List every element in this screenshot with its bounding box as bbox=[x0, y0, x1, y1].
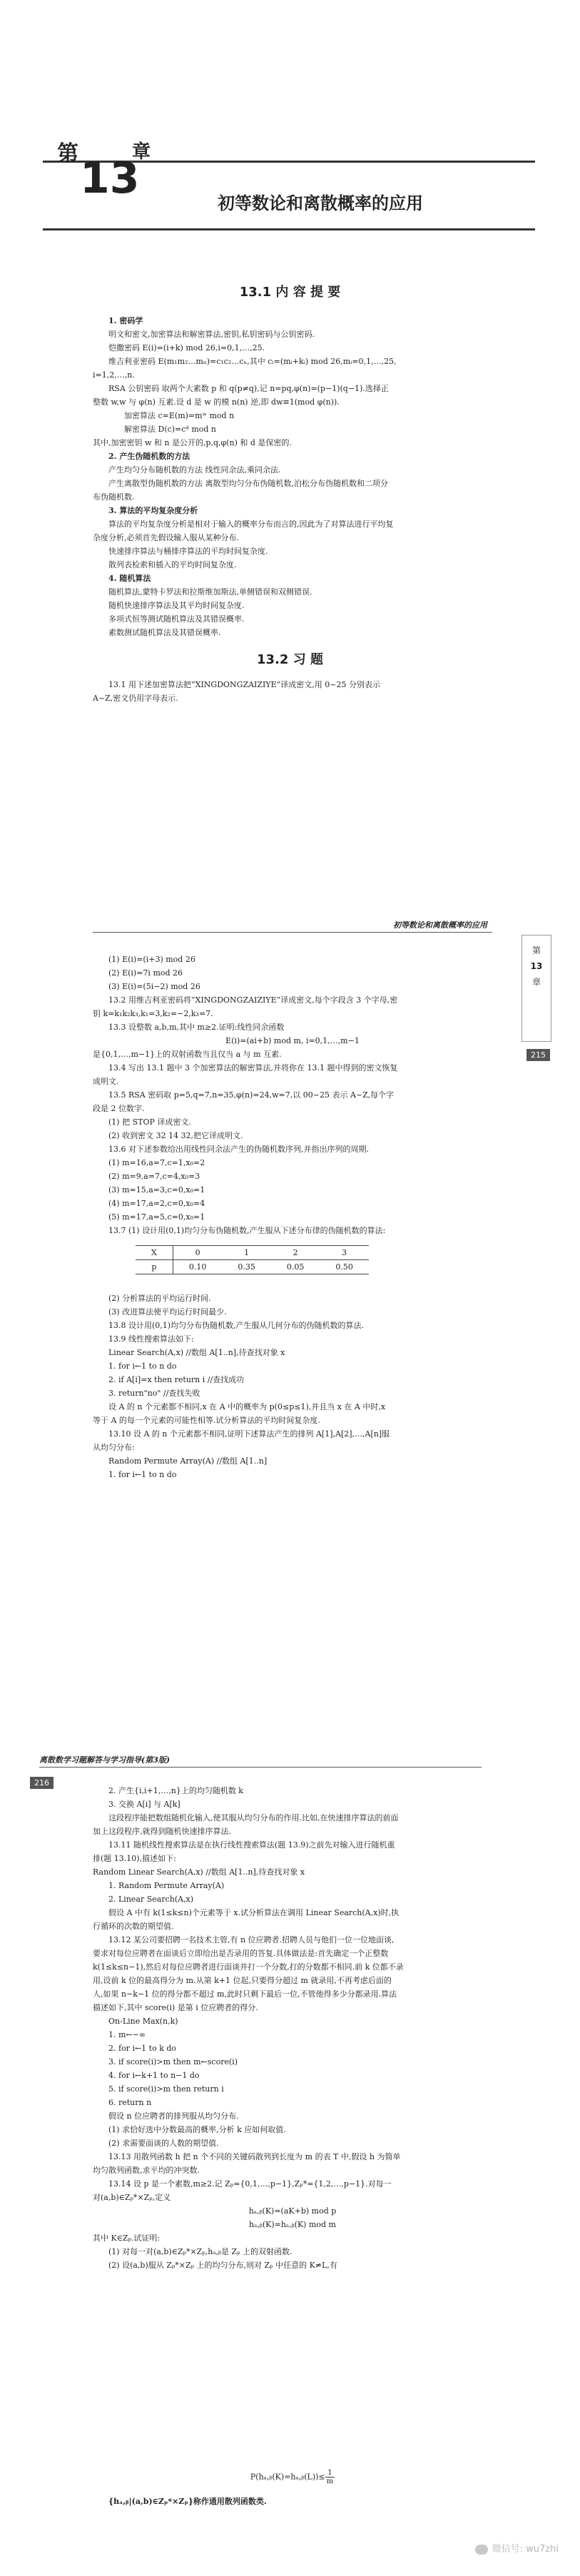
text-line: k(1≤k≤n−1),然后对每位应聘者进行面谈并打一个分数,打的分数都不相同.前 k 位都不录 bbox=[93, 1962, 404, 1972]
text-line: 其中,加密密钥 w 和 n 是公开的,p,q,φ(n) 和 d 是保密的. bbox=[93, 438, 292, 447]
text-line: 13.12 某公司要招聘一名技术主管,有 n 位应聘者.招聘人员与他们一位一位地面谈, bbox=[108, 1935, 395, 1944]
text-line: 1. Random Permute Array(A) bbox=[108, 1881, 225, 1890]
text-line: 13.7 (1) 设计用(0,1)均匀分布伪随机数,产生服从下述分布律的伪随机数的算法: bbox=[108, 1226, 386, 1235]
text-line: 13.9 线性搜索算法如下: bbox=[108, 1334, 194, 1344]
page-number: 215 bbox=[526, 1049, 550, 1061]
formula-fraction bbox=[325, 2469, 335, 2485]
text-line: 13.14 设 p 是一个素数,m≥2.记 Zₚ={0,1,…,p−1},Zₚ*={1,2,…,p−1}.对每一 bbox=[108, 2179, 392, 2189]
table-cell: 1 bbox=[222, 1246, 271, 1260]
text-line: A~Z,密文仍用字母表示. bbox=[93, 694, 178, 703]
text-line: hₐ,ᵦ(K)=(aK+b) mod p bbox=[248, 2206, 337, 2216]
text-line: (1) m=16,a=7,c=1,x₀=2 bbox=[108, 1158, 205, 1167]
text-line: 2. if A[i]=x then return i //查找成功 bbox=[108, 1375, 245, 1384]
universal-hash-note bbox=[93, 2495, 492, 2508]
text-line: (1) 对每一对(a,b)∈Zₚ*×Zₚ,hₐ,ᵦ是 Zₚ 上的双射函数. bbox=[108, 2247, 292, 2256]
text-line: 维吉利亚密码 E(m₁m₂…mₙ)=c₁c₂…cₙ,其中 cᵢ=(mᵢ+kᵢ) mod 26,mᵢ=0,1,…,25, bbox=[108, 357, 397, 366]
text-line: 成明文. bbox=[93, 1077, 119, 1086]
text-line: Linear Search(A,x) //数组 A[1..n],待查找对象 x bbox=[108, 1348, 285, 1357]
text-line: 5. if score(i)>m then return i bbox=[108, 2084, 224, 2094]
table-cell: X bbox=[136, 1246, 173, 1260]
text-line: 1. for i←1 to n do bbox=[108, 1470, 177, 1479]
text-line: On-Line Max(n,k) bbox=[108, 2017, 178, 2026]
page-1 bbox=[0, 0, 580, 721]
text-line: 假设 A 中有 k(1≤k≤n)个元素等于 x.试分析算法在调用 Linear Search(A,x)时,执 bbox=[108, 1908, 400, 1917]
text-line: (3) 改进算法使平均运行时间最少. bbox=[108, 1307, 227, 1317]
table-cell: 0.05 bbox=[286, 1262, 305, 1272]
section-title-exercises: 13.2 习 题 bbox=[257, 652, 323, 667]
text-line: 钥 k=k₁k₂k₃,k₁=3,k₂=−2,k₃=7. bbox=[93, 1009, 213, 1018]
probability-formula bbox=[93, 2469, 492, 2485]
chapter-title: 初等数论和离散概率的应用 bbox=[218, 193, 423, 213]
text-line: 散列表检索和插入的平均时间复杂度. bbox=[108, 560, 237, 569]
text-line: (2) E(i)=7i mod 26 bbox=[108, 968, 183, 978]
table-row bbox=[136, 1260, 369, 1274]
chapter-header bbox=[43, 121, 535, 243]
text-line: 产生均匀分布随机数的方法 线性同余法,乘同余法. bbox=[108, 465, 281, 475]
text-line: 6. return n bbox=[108, 2098, 152, 2107]
text-line: 从均匀分布: bbox=[93, 1443, 135, 1452]
text-line: 1. 密码学 bbox=[108, 316, 143, 325]
text-line: Random Linear Search(A,x) //数组 A[1..n],待查找对象 x bbox=[93, 1867, 305, 1877]
running-head-rule bbox=[39, 1767, 482, 1768]
text-line: 2. Linear Search(A,x) bbox=[108, 1895, 194, 1904]
page-3 bbox=[0, 1734, 580, 2576]
text-line: RSA 公钥密码 取两个大素数 p 和 q(p≠q),记 n=pq,φ(n)=(p−1)(q−1).选择正 bbox=[108, 384, 389, 393]
text-line: 加上这段程序,就得到随机快速排序算法. bbox=[93, 1827, 231, 1836]
text-line: 这段程序能把数组随机化输入,使其服从均匀分布的作用.比如,在快速排序算法的前面 bbox=[108, 1813, 399, 1822]
fraction-denominator: m bbox=[326, 2478, 334, 2485]
exercises-body bbox=[93, 1784, 492, 2272]
side-tab-line3: 章 bbox=[531, 977, 541, 987]
exercises-body-cont bbox=[93, 1292, 492, 1481]
text-line: 恺撒密码 E(i)=(i+k) mod 26,i=0,1,…,25. bbox=[108, 343, 265, 353]
distribution-table-wrap bbox=[93, 1245, 369, 1274]
text-line: 等于 A 的每一个元素的可能性相等.试分析算法的平均时间复杂度. bbox=[93, 1416, 320, 1425]
text-line: 3. 算法的平均复杂度分析 bbox=[108, 506, 198, 515]
text-line: 产生离散型伪随机数的方法 离散型均匀分布伪随机数,泊松分布伪随机数和二项分 bbox=[108, 479, 388, 488]
text-line: 设 A 的 n 个元素都不相同,x 在 A 中的概率为 p(0≤p≤1),并且当 x 在 A 中时,x bbox=[108, 1402, 386, 1411]
running-head: 初等数论和离散概率的应用 bbox=[393, 921, 487, 930]
text-line: (2) 收到密文 32 14 32,把它译成明文. bbox=[108, 1131, 243, 1140]
text-line: 1. m←−∞ bbox=[108, 2030, 146, 2039]
text-line: 要求对每位应聘者在面谈后立即给出是否录用的答复.具体做法是:首先确定一个正整数 bbox=[93, 1949, 389, 1958]
text-line: (2) 设(a,b)服从 Zₚ*×Zₚ 上的均匀分布,则对 Zₚ 中任意的 K≠L,有 bbox=[108, 2261, 337, 2270]
table-cell: 3 bbox=[320, 1246, 369, 1260]
text-line: i=1,2,…,n. bbox=[93, 370, 135, 380]
summary-body bbox=[93, 314, 492, 639]
text-line: 素数测试随机算法及其错误概率. bbox=[108, 628, 221, 637]
page-2 bbox=[0, 899, 580, 1556]
text-line: 杂度分析,必须首先假设输入服从某种分布. bbox=[93, 533, 239, 542]
text-line: 解密算法 D(c)=cᵈ mod n bbox=[124, 425, 217, 434]
text-line: (1) E(i)=(i+3) mod 26 bbox=[108, 955, 195, 964]
text-line: 13.2 用维吉利亚密码将“XINGDONGZAIZIYE”译成密文,每个字段含 3 个字母,密 bbox=[108, 995, 398, 1005]
text-line: (2) 求需要面谈的人数的期望值. bbox=[108, 2139, 219, 2148]
text-line: 13.11 随机线性搜索算法是在执行线性搜索算法(题 13.9)之前先对输入进行随机重 bbox=[108, 1840, 395, 1850]
text-line: 描述如下,其中 score(i) 是第 i 位应聘者的得分. bbox=[93, 2003, 258, 2012]
text-line: 4. 随机算法 bbox=[108, 574, 151, 583]
text-line: 加密算法 c=E(m)=mʷ mod n bbox=[124, 411, 235, 420]
table-cell: p bbox=[136, 1260, 173, 1274]
text-line: 13.3 设整数 a,b,m,其中 m≥2.证明:线性同余函数 bbox=[108, 1023, 285, 1032]
text-line: 多项式恒等测试随机算法及其错误概率. bbox=[108, 614, 245, 624]
text-line: 2. for i←1 to k do bbox=[108, 2044, 177, 2053]
text-line: 其中 K∈Zₚ.试证明: bbox=[93, 2233, 161, 2243]
running-head: 离散数学习题解答与学习指导(第3版) bbox=[39, 1755, 171, 1765]
text-line: 段是 2 位数字. bbox=[93, 1104, 145, 1113]
text-line: 排(题 13.10),描述如下: bbox=[93, 1854, 176, 1863]
watermark bbox=[475, 2541, 559, 2555]
chapter-label-first: 第 bbox=[57, 141, 78, 166]
text-line: 13.6 对下述参数给出用线性同余法产生的伪随机数序列,并指出序列的周期. bbox=[108, 1145, 369, 1154]
text-line: 行循环的次数的期望值. bbox=[93, 1922, 174, 1931]
text-line: Random Permute Array(A) //数组 A[1..n] bbox=[108, 1456, 268, 1466]
text-line: 均匀散列函数,求平均的冲突数. bbox=[93, 2166, 200, 2175]
side-tab-number: 13 bbox=[530, 961, 543, 971]
text-line: 人,如果 n−k−1 位的得分都不超过 m,此时只剩下最后一位,不管他得多少分都录用.算法 bbox=[93, 1989, 397, 1999]
text-line: (1) 把 STOP 译成密文. bbox=[108, 1117, 191, 1127]
text-line: (3) E(i)=(5i−2) mod 26 bbox=[108, 982, 200, 991]
text-line: (2) 分析算法的平均运行时间. bbox=[108, 1294, 211, 1303]
exercise-13-1 bbox=[93, 678, 492, 705]
chapter-label-last: 章 bbox=[132, 141, 151, 163]
text-line: (5) m=17,a=5,c=0,x₀=1 bbox=[108, 1212, 205, 1222]
text-line: 整数 w,w 与 φ(n) 互素.设 d 是 w 的模 n(n) 逆,即 dw≡1(mod φ(n)). bbox=[93, 397, 340, 407]
text-line: 3. 交换 A[i] 与 A[k] bbox=[108, 1800, 180, 1809]
text-line: 13.1 用下述加密算法把“XINGDONGZAIZIYE”译成密文,用 0~25 分别表示 bbox=[108, 680, 380, 689]
text-line: 13.4 写出 13.1 题中 3 个加密算法的解密算法,并将你在 13.1 题中得到的密文恢复 bbox=[108, 1063, 398, 1073]
table-cell: 0.10 bbox=[188, 1262, 207, 1272]
text-line: 随机快速排序算法及其平均时间复杂度. bbox=[108, 601, 245, 610]
running-head-rule bbox=[93, 932, 492, 933]
side-tab-line1: 第 bbox=[531, 945, 541, 955]
text-line: 13.5 RSA 密码取 p=5,q=7,n=35,φ(n)=24,w=7,以 00~25 表示 A~Z,每个字 bbox=[108, 1090, 395, 1100]
section-title-summary: 13.1 内 容 提 要 bbox=[239, 285, 341, 300]
table-header-row bbox=[136, 1246, 369, 1260]
chapter-rule-bottom bbox=[43, 228, 535, 230]
fraction-numerator: 1 bbox=[325, 2469, 335, 2478]
text-line: 明文和密文,加密算法和解密算法,密钥,私钥密码与公钥密码. bbox=[108, 330, 315, 339]
chapter-number: 13 bbox=[80, 153, 140, 203]
text-line: 13.10 设 A 的 n 个元素都不相同,证明下述算法产生的排列 A[1],A[2],…,A[n]服 bbox=[108, 1429, 390, 1439]
text-line: 是{0,1,…,m−1}上的双射函数当且仅当 a 与 m 互素. bbox=[93, 1050, 282, 1059]
text-line: 2. 产生{i,i+1,…,n}上的均匀随机数 k bbox=[108, 1786, 243, 1795]
text-line: 13.13 用散列函数 h 把 n 个不同的关键码散列到长度为 m 的表 T 中,假设 h 为简单 bbox=[108, 2152, 401, 2161]
page-number: 216 bbox=[30, 1777, 54, 1789]
watermark-text: 微信号: wu7zhi bbox=[492, 2544, 559, 2555]
text-line: 快速排序算法与桶排序算法的平均时间复杂度. bbox=[108, 547, 268, 556]
text-line: E(i)=(ai+b) mod m, i=0,1,…,m−1 bbox=[225, 1036, 360, 1045]
text-line: 假设 n 位应聘者的排列服从均匀分布. bbox=[108, 2111, 239, 2121]
text-line: hₐ,ᵦ(K)=hₐ,ᵦ(K) mod m bbox=[249, 2220, 336, 2229]
text-line: 4. for i←k+1 to n−1 do bbox=[108, 2071, 200, 2080]
distribution-table bbox=[136, 1245, 369, 1274]
table-cell: 0 bbox=[173, 1246, 222, 1260]
text-line: 3. return"no" //查找失败 bbox=[108, 1389, 200, 1398]
table-cell: 2 bbox=[271, 1246, 320, 1260]
text-line: 用,设前 k 位的最高得分为 m.从第 k+1 位起,只要得分超过 m 就录用,不再考虑后面的 bbox=[93, 1976, 392, 1985]
table-cell: 0.35 bbox=[238, 1262, 255, 1272]
text-line: 对(a,b)∈Zₚ*×Zₚ,定义 bbox=[93, 2193, 171, 2202]
text-line: 随机算法,蒙特卡罗法和拉斯维加斯法,单侧错误和双侧错误. bbox=[108, 587, 312, 597]
chapter-side-tab bbox=[522, 935, 551, 1042]
text-line: 布伪随机数. bbox=[93, 492, 135, 502]
formula-left: P(hₐ,ᵦ(K)=hₐ,ᵦ(L))≤ bbox=[250, 2472, 325, 2482]
text-line: (2) m=9,a=7,c=4,x₀=3 bbox=[108, 1172, 200, 1181]
text-line: (1) 求恰好选中分数最高的概率,分析 k 应如何取值. bbox=[108, 2125, 286, 2134]
wechat-icon bbox=[475, 2545, 488, 2555]
text-line: (4) m=17,a=2,c=0,x₀=4 bbox=[108, 1199, 205, 1208]
text-line: 2. 产生伪随机数的方法 bbox=[108, 452, 190, 461]
table-cell: 0.50 bbox=[335, 1262, 353, 1272]
text-line: 13.8 设计用(0,1)均匀分布伪随机数,产生服从几何分布的伪随机数的算法. bbox=[108, 1321, 365, 1330]
text-line: 算法的平均复杂度分析是相对于输入的概率分布而言的,因此为了对算法进行平均复 bbox=[108, 519, 394, 529]
text-line: (3) m=15,a=3,c=0,x₀=1 bbox=[108, 1185, 205, 1195]
text-line: {hₐ,ᵦ|(a,b)∈Zₚ*×Zₚ}称作通用散列函数类. bbox=[108, 2497, 267, 2506]
text-line: 3. if score(i)>m then m←score(i) bbox=[108, 2057, 238, 2067]
exercises-body bbox=[93, 953, 492, 1237]
text-line: 1. for i←1 to n do bbox=[108, 1361, 177, 1371]
